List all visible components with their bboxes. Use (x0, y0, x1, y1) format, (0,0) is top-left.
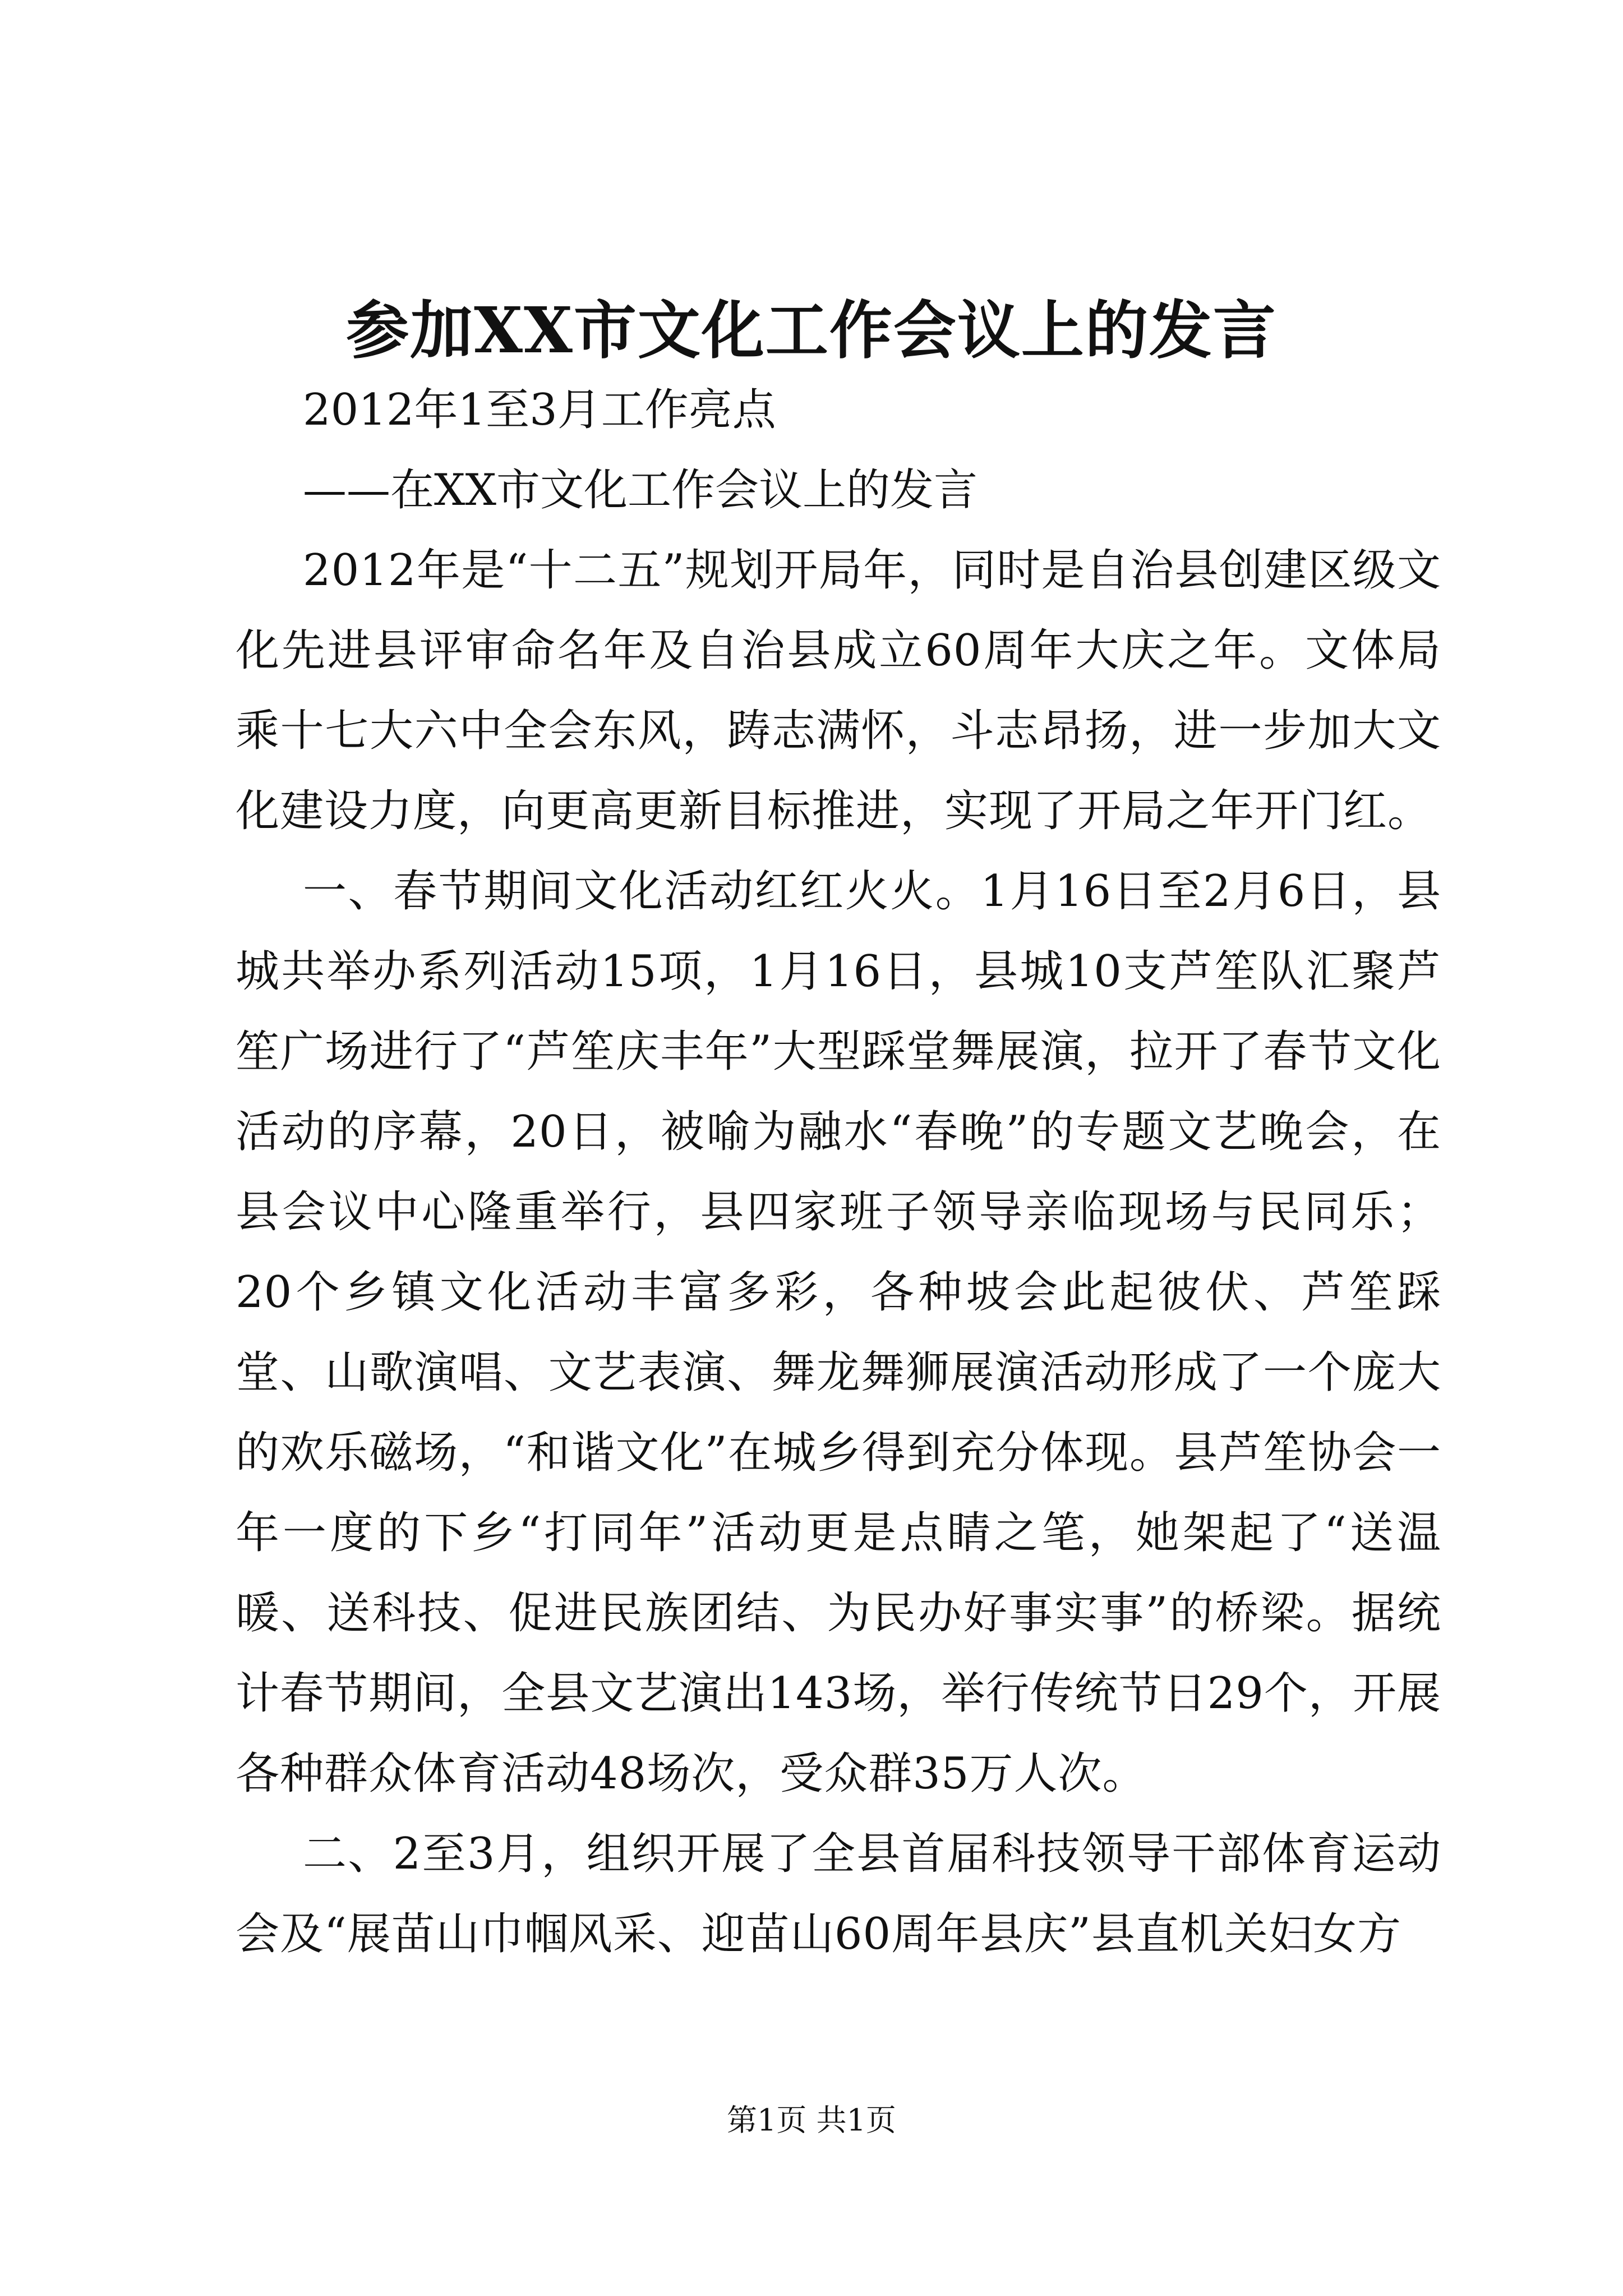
document-byline: ——在XX市文化工作会议上的发言 (303, 465, 978, 516)
paragraph-section-one: 一、春节期间文化活动红红火火。1月16日至2月6日，县城共举办系列活动15项，1月16日，县城10支芦笙队汇聚芦笙广场进行了“芦笙庆丰年”大型踩堂舞展演，拉开了春节文化活动的序幕，20日，被喻为融水“春晚”的专题文艺晚会，在县会议中心隆重举行，县四家班子领导亲临现场与民同乐；20个乡镇文化活动丰富多彩，各种坡会此起彼伏、芦笙踩堂、山歌演唱、文艺表演、舞龙舞狮展演活动形成了一个庞大的欢乐磁场，“和谐文化”在城乡得到充分体现。县芦笙协会一年一度的下乡“打同年”活动更是点睛之笔，她架起了“送温暖、送科技、促进民族团结、为民办好事实事”的桥梁。据统计春节期间，全县文艺演出143场，举行传统节日29个，开展各种群众体育活动48场次，受众群35万人次。 (236, 866, 1441, 1799)
document-subtitle: 2012年1至3月工作亮点 (303, 385, 776, 435)
document-title: 参加XX市文化工作会议上的发言 (346, 294, 1277, 367)
document-body (236, 370, 1441, 1975)
paragraph-intro: 2012年是“十二五”规划开局年，同时是自治县创建区级文化先进县评审命名年及自治县成立60周年大庆之年。文体局乘十七大六中全会东风，踌志满怀，斗志昂扬，进一步加大文化建设力度，向更高更新目标推进，实现了开局之年开门红。 (236, 545, 1441, 836)
page-number-footer: 第1页 共1页 (727, 2102, 896, 2138)
paragraph-section-two: 二、2至3月，组织开展了全县首届科技领导干部体育运动会及“展苗山巾帼风采、迎苗山60周年县庆”县直机关妇女方 (236, 1829, 1441, 1959)
